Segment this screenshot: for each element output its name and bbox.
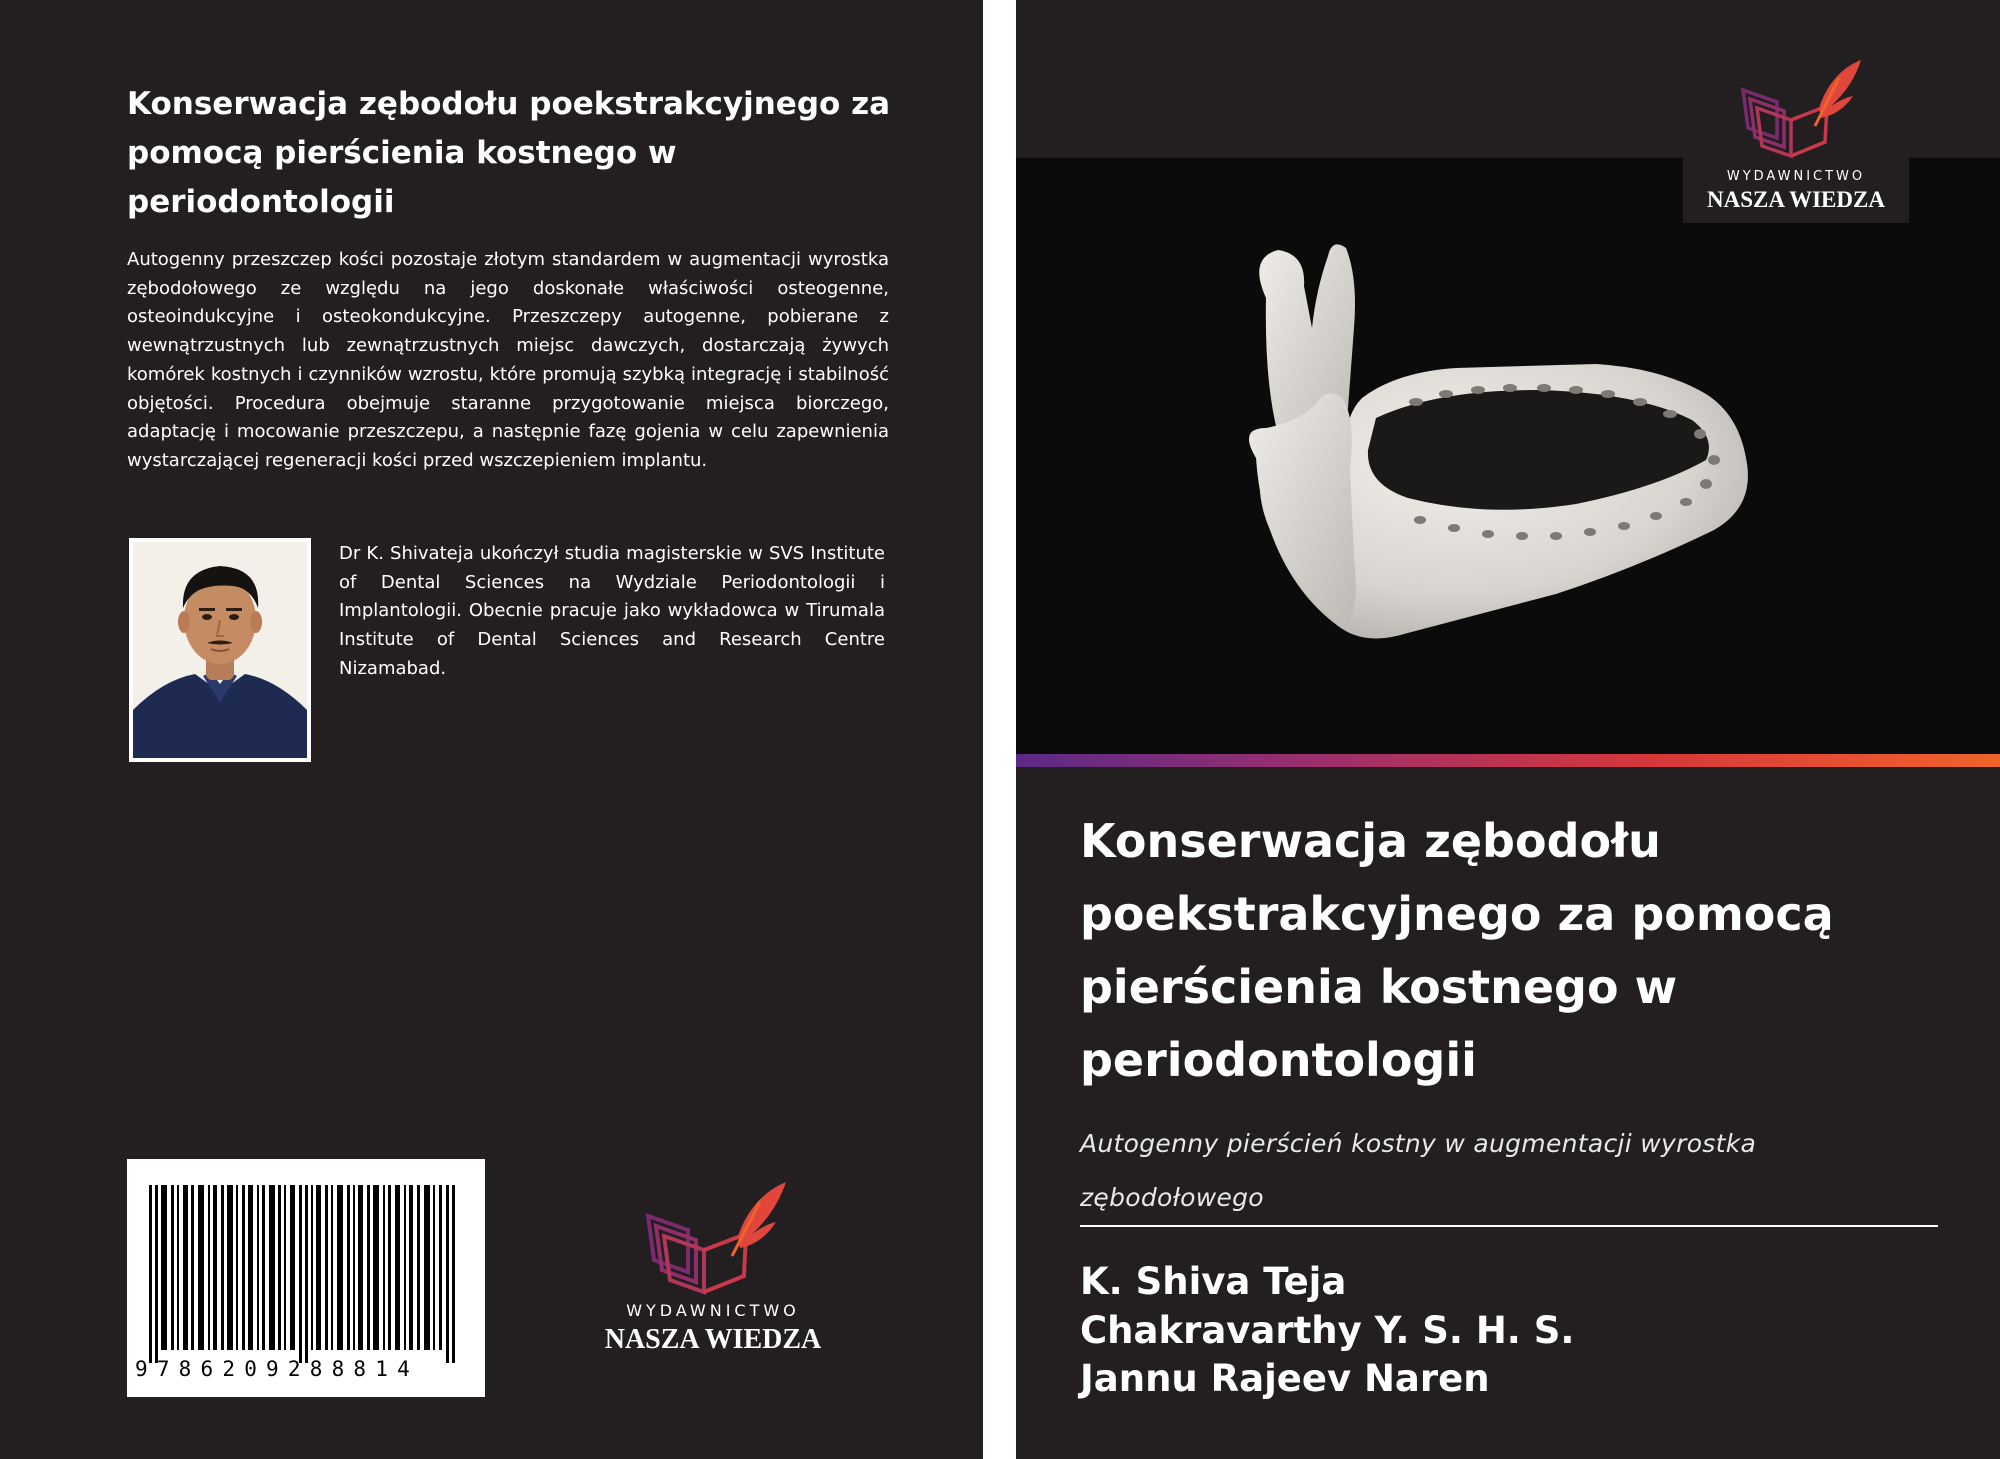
spine-gap: [983, 0, 1016, 1459]
authors-list: [1080, 1258, 1940, 1404]
back-cover-title: Konserwacja zębodołu poekstrakcyjnego za pomocą pierścienia kostnego w periodontologii: [127, 86, 891, 220]
publisher-name-front: NASZA WIEDZA: [1707, 187, 1885, 212]
publisher-label-back: WYDAWNICTWO: [626, 1301, 800, 1320]
author-name: Chakravarthy Y. S. H. S.: [1080, 1308, 1575, 1352]
subtitle-divider: [1080, 1225, 1938, 1227]
back-cover: [0, 0, 983, 1459]
author-portrait-icon: [133, 542, 307, 758]
author-name: Jannu Rajeev Naren: [1080, 1357, 1490, 1400]
front-cover-subtitle: Autogenny pierścień kostny w augmentacji wyrostka zębodołowego: [1080, 1129, 1757, 1212]
author-name: K. Shiva Teja: [1080, 1260, 1347, 1303]
front-cover-title: Konserwacja zębodołu poekstrakcyjnego za pomocą pierścienia kostnego w periodontologii: [1080, 814, 1834, 1087]
author-bio: Dr K. Shivateja ukończył studia magisterskie w SVS Institute of Dental Sciences na Wydziale Periodontologii i Implantologii. Obecnie pracuje jako wykładowca w Tirumala Institute of Dental Sciences and Research Centre Nizamabad.: [339, 543, 885, 679]
mandible-bone-model-icon: [1016, 158, 2000, 754]
back-cover-blurb: Autogenny przeszczep kości pozostaje złotym standardem w augmentacji wyrostka zębodołowego ze względu na jego doskonałe właściwości osteogenne, osteoindukcyjne i osteokondukcyjne. Przeszczepy autogenne, pobierane z wewnątrzustnych lub zewnątrzustnych miejsc dawczych, dostarczają żywych komórek kostnych i czynników wzrostu, które promują szybką integrację i stabilność objętości. Procedura obejmuje staranne przygotowanie miejsca biorczego, adaptację i mocowanie przeszczepu, a następnie fazę gojenia w celu zapewnienia wystarczającej regeneracji kości przed wszczepieniem implantu.: [127, 249, 889, 471]
accent-gradient-bar: [1016, 754, 2000, 767]
author-photo: [129, 538, 311, 762]
book-quill-logo-icon: [578, 1168, 848, 1358]
front-cover: [1016, 0, 2000, 1459]
publisher-logo-front: [1683, 50, 1909, 223]
publisher-name-back: NASZA WIEDZA: [604, 1324, 822, 1355]
isbn-barcode: [127, 1159, 485, 1397]
book-quill-logo-icon: [1683, 50, 1909, 223]
barcode-digits: 9786209288814: [135, 1357, 419, 1381]
publisher-logo-back: [578, 1168, 848, 1358]
cover-photo: [1016, 158, 2000, 754]
publisher-label-front: WYDAWNICTWO: [1726, 169, 1866, 184]
